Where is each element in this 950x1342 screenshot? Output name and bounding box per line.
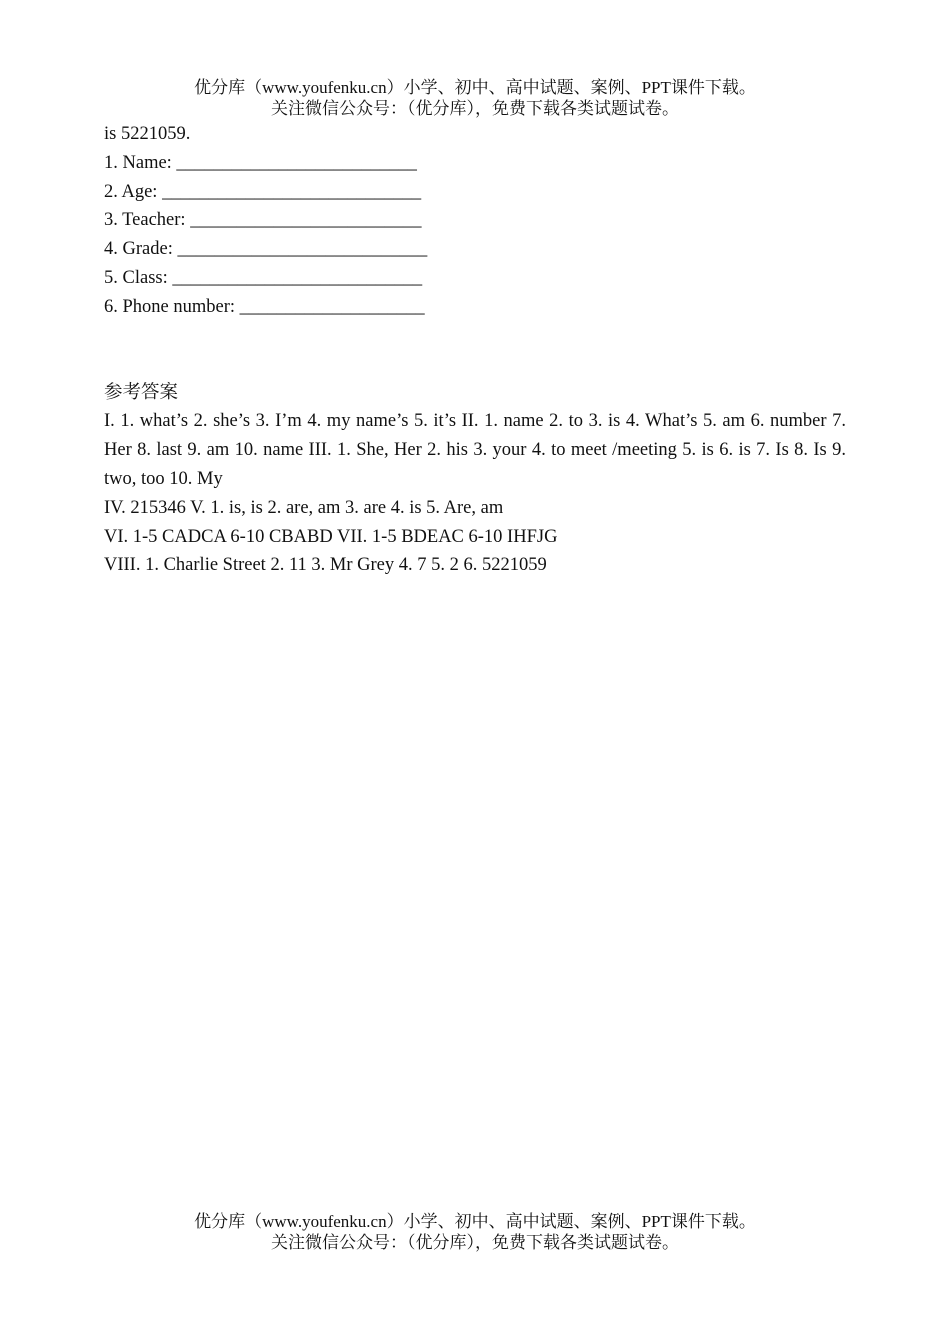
form-item-class: 5. Class: ___________________________	[104, 267, 423, 288]
header-line-2: 关注微信公众号：（优分库），免费下载各类试题试卷。	[271, 99, 679, 118]
footer-line-2: 关注微信公众号：（优分库），免费下载各类试题试卷。	[271, 1233, 679, 1252]
form-item-grade: 4. Grade: ___________________________	[104, 239, 428, 260]
form-list	[104, 149, 846, 322]
form-item-name: 1. Name: __________________________	[104, 152, 417, 173]
answer-key	[104, 407, 846, 580]
answer-line-6-7: VI. 1-5 CADCA 6-10 CBABD VII. 1-5 BDEAC 6-10 IHFJG	[104, 526, 558, 547]
form-item-teacher: 3. Teacher: _________________________	[104, 210, 422, 231]
answers-title: 参考答案	[104, 382, 179, 403]
answer-line-1-3: I. 1. what’s 2. she’s 3. I’m 4. my name’s 5. it’s II. 1. name 2. to 3. is 4. What’s 5. am 6. number 7. Her 8. last 9. am 10. name III. 1. She, Her 2. his 3. your 4. to meet /meeting 5. is 6. is 7. Is 8. Is 9. two, too 10. My	[104, 411, 846, 489]
intro-tail: is 5221059.	[104, 124, 191, 144]
blank-space	[104, 322, 846, 379]
answer-line-8: VIII. 1. Charlie Street 2. 11 3. Mr Grey 4. 7 5. 2 6. 5221059	[104, 555, 547, 576]
form-item-age: 2. Age: ____________________________	[104, 181, 422, 202]
page-header	[0, 77, 950, 119]
page-footer	[0, 1211, 950, 1253]
form-item-phone: 6. Phone number: ____________________	[104, 296, 425, 317]
document-body	[104, 120, 846, 580]
answer-line-4-5: IV. 215346 V. 1. is, is 2. are, am 3. are 4. is 5. Are, am	[104, 497, 504, 518]
footer-line-1: 优分库（www.youfenku.cn）小学、初中、高中试题、案例、PPT课件下载。	[194, 1212, 756, 1231]
header-line-1: 优分库（www.youfenku.cn）小学、初中、高中试题、案例、PPT课件下载。	[194, 78, 756, 97]
